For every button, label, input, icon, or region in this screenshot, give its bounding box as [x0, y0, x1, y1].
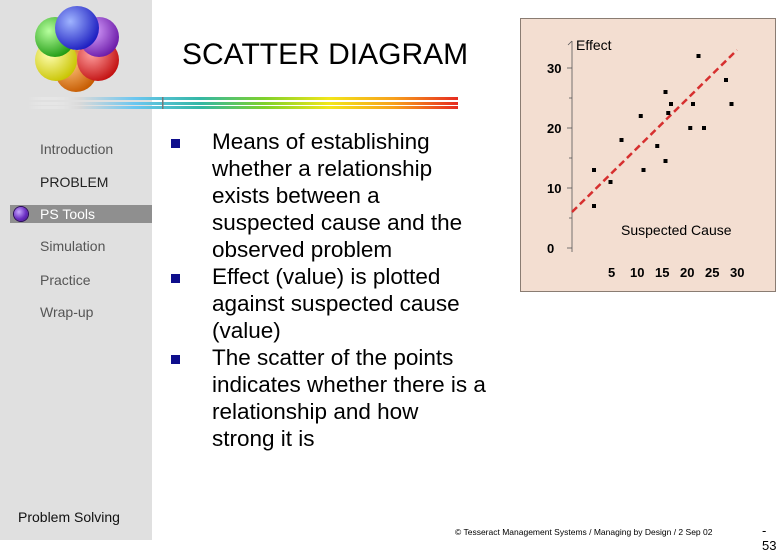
bullet-line: The scatter of the points: [212, 345, 454, 370]
bullet-line: (value): [212, 318, 281, 343]
x-tick-label: 30: [730, 265, 745, 280]
data-point: [639, 114, 643, 118]
bullet-line: Effect (value) is plotted: [212, 264, 441, 289]
data-point: [669, 102, 673, 106]
x-axis-label: Suspected Cause: [621, 222, 732, 238]
x-tick-label: 25: [705, 265, 720, 280]
bullet-item: [158, 128, 508, 263]
bullet-line: Means of establishing: [212, 129, 430, 154]
y-axis-arrow: [568, 41, 572, 45]
footer-credit: © Tesseract Management Systems / Managing by Design / 2 Sep 02: [455, 527, 713, 537]
bullet-line: strong it is: [212, 426, 315, 451]
rainbow-divider: [28, 97, 458, 109]
y-axis-label: Effect: [576, 37, 612, 53]
bullet-line: suspected cause and the: [212, 210, 463, 235]
data-point: [730, 102, 734, 106]
sidebar-item-introduction[interactable]: Introduction: [40, 141, 114, 157]
bullet-line: relationship and how: [212, 399, 419, 424]
y-tick-label: 30: [547, 61, 562, 76]
data-point: [592, 204, 596, 208]
square-bullet-icon: [171, 274, 180, 283]
x-tick-label: 10: [630, 265, 645, 280]
x-tick-label: 20: [680, 265, 695, 280]
sidebar-item-wrap-up[interactable]: Wrap-up: [40, 304, 94, 320]
data-point: [664, 159, 668, 163]
data-point: [664, 90, 668, 94]
sidebar-item-simulation[interactable]: Simulation: [40, 238, 106, 254]
square-bullet-icon: [171, 139, 180, 148]
data-point: [655, 144, 659, 148]
data-point: [697, 54, 701, 58]
bullet-list: [158, 128, 508, 452]
data-point: [620, 138, 624, 142]
page-number: [762, 523, 780, 553]
data-point: [592, 168, 596, 172]
chart-points-group: [592, 54, 734, 208]
y-tick-label: 0: [547, 241, 555, 256]
y-tick-label: 10: [547, 181, 562, 196]
sidebar: [0, 0, 152, 540]
chart-trendline-group: [572, 50, 737, 212]
bullet-line: indicates whether there is a: [212, 372, 486, 397]
chart-axes: [567, 41, 572, 252]
data-point: [724, 78, 728, 82]
x-tick-label: 15: [655, 265, 670, 280]
page-separator: -: [762, 523, 767, 538]
trendline: [572, 50, 737, 212]
page-number-value: 53: [762, 538, 777, 553]
bullet-line: against suspected cause: [212, 291, 460, 316]
data-point: [702, 126, 706, 130]
sidebar-item-practice[interactable]: Practice: [40, 272, 91, 288]
bullet-item: [158, 344, 508, 452]
y-tick-label: 20: [547, 121, 562, 136]
bullet-item: [158, 263, 508, 344]
bullet-line: whether a relationship: [212, 156, 433, 181]
square-bullet-icon: [171, 355, 180, 364]
bullet-line: exists between a: [212, 183, 380, 208]
data-point: [609, 180, 613, 184]
sidebar-item-problem[interactable]: PROBLEM: [40, 174, 109, 190]
bullet-line: observed problem: [212, 237, 393, 262]
scatter-chart: [520, 18, 776, 292]
active-bullet-icon: [14, 207, 28, 221]
sidebar-item-label: PS Tools: [40, 206, 95, 222]
x-tick-label: 5: [608, 265, 616, 280]
colored-spheres-logo: [28, 4, 128, 104]
data-point: [666, 111, 670, 115]
slide-title: SCATTER DIAGRAM: [182, 38, 469, 71]
data-point: [691, 102, 695, 106]
sidebar-footer-title: Problem Solving: [18, 509, 120, 525]
sidebar-item-ps-tools[interactable]: [10, 205, 152, 223]
data-point: [642, 168, 646, 172]
data-point: [688, 126, 692, 130]
